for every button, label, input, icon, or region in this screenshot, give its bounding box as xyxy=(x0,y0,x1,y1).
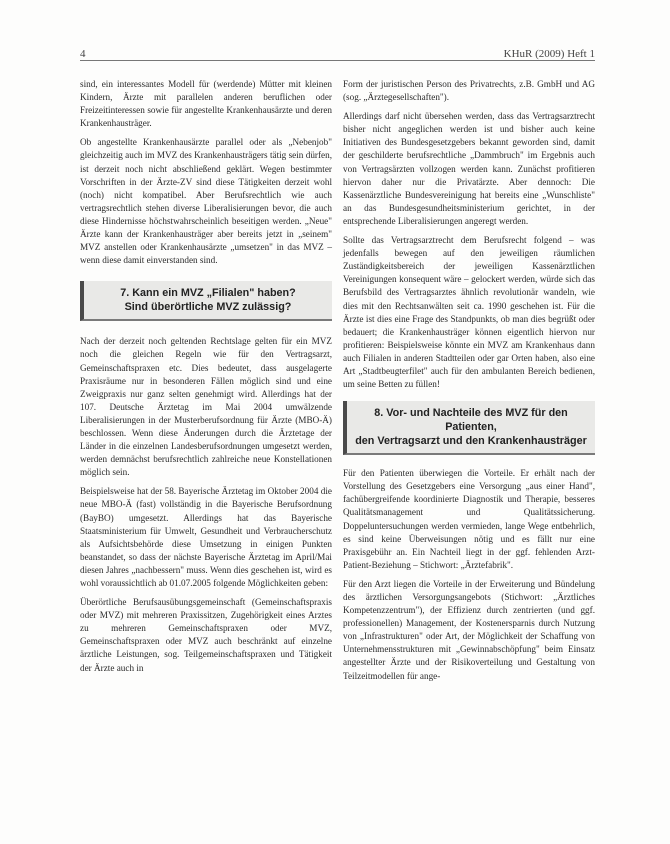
heading-line: 7. Kann ein MVZ „Filialen" haben? xyxy=(120,287,296,300)
page-number: 4 xyxy=(80,48,86,60)
heading-line: 8. Vor- und Nachteile des MVZ für den Patienten, xyxy=(374,407,568,434)
header-rule xyxy=(80,60,595,61)
page-header xyxy=(80,44,595,62)
left-column xyxy=(80,78,332,681)
right-column xyxy=(343,78,595,689)
paragraph: sind, ein interessantes Modell für (werdende) Mütter mit kleinen Kindern, Ärzte mit parallelen anderen beruflichen oder Freizeitinteressen sowie für angestellte Krankenhausärzte und deren Krankenhausträger. xyxy=(80,79,332,129)
paragraph: Ob angestellte Krankenhausärzte parallel oder als „Nebenjob" gleichzeitig auch im MVZ des Krankenhausträgers tätig sein dürfen, ist derzeit noch nicht abschließend geklärt. Wegen bestimmter Vorschriften in der Ärzte-ZV sind diese Tätigkeiten derzeit wohl (noch) nicht kompatibel. Aber Berufsrechtlich wie auch vertragsrechtlich stehen diverse Liberalisierungen bevor, die auch diese Hindernisse höchstwahrscheinlich beseitigen werden. „Neue" Ärzte kann der Krankenhausträger aber bereits jetzt in „seinem" MVZ anstellen oder Krankenhausärzte „umsetzen" in das MVZ – wenn diese damit einverstanden sind. xyxy=(80,137,332,266)
section-heading-7 xyxy=(80,281,332,321)
heading-line: den Vertragsarzt und den Krankenhausträger xyxy=(355,435,587,448)
journal-reference: KHuR (2009) Heft 1 xyxy=(503,48,595,60)
heading-line: Sind überörtliche MVZ zulässig? xyxy=(124,301,292,314)
paragraph: Für den Arzt liegen die Vorteile in der Erweiterung und Bündelung des ärztlichen Versorgungsangebots (Stichwort: „Ärztliches Kompetenzzentrum"), der Effizienz durch zentrierten (und ggf. professionellen) Management, der Kostenersparnis durch Nutzung von „Infrastrukturen" oder Art, der Möglichkeit der Schaffung von Unternehmensstrukturen mit „Gewinnabschöpfung" beim Einsatz angestellter Ärzte und der Risikoverteilung und Gestaltung von Teilzeitmodellen für ange- xyxy=(343,578,595,681)
paragraph: Form der juristischen Person des Privatrechts, z.B. GmbH und AG (sog. „Ärztegesellschaften"). xyxy=(343,79,595,103)
paragraph: Sollte das Vertragsarztrecht dem Berufsrecht folgend – was jedenfalls bewegen auf den jeweiligen räumlichen Zuständigkeitsbereich der jeweiligen Kassenärztlichen Vereinigungen konsequent wäre – gelockert werden, würde sich das Berufsbild des Vertragsarztes ähnlich revolutionär wandeln, wie dies mit den Rechtsanwälten seit ca. 1990 geschehen ist. Für die Ärzte ist dies eine Frage des Standpunkts, ob man dies begrüßt oder bedauert; die Krankenhausträger können eigentlich hiervon nur profitieren: Beispielsweise könnte ein MVZ am Krankenhaus dann auch Filialen in anderen Stadtteilen oder gar Orten haben, also eine Art „Stadtbeugterfilet" auch für den ambulanten Bereich bedienen, um seine Betten zu füllen! xyxy=(343,235,595,390)
paragraph: Beispielsweise hat der 58. Bayerische Ärztetag im Oktober 2004 die neue MBO-Ä (fast) vollständig in die Bayerische Berufsordnung (BayBO) umgesetzt. Allerdings hat das Bayerische Staatsministerium für Umwelt, Gesundheit und Verbraucherschutz als Aufsichtsbehörde diese Umsetzung in einigen Punkten beanstandet, so dass der nächste Bayerische Ärztetag im April/Mai diesen Jahres „nachbessern" muss. Wenn dies geschehen ist, wird es wohl voraussichtlich ab 01.07.2005 folgende Möglichkeiten geben: xyxy=(80,486,332,588)
section-heading-8 xyxy=(343,401,595,455)
paragraph: Allerdings darf nicht übersehen werden, dass das Vertragsarztrecht bisher nicht angeglichen werden ist und bisher auch keine Initiativen des Bundesgesetzgebers bekannt geworden sind, damit der geschilderte berufsrechtliche „Dammbruch" im Ergebnis auch von Vertragsärzten vollzogen werden kann. Zunächst profitieren hiervon daher nur die Privatärzte. Aber dennoch: Die Kassenärztliche Bundesvereinigung hat bereits eine „Wunschliste" an das Bundesgesundheitsministerium gerichtet, in der entsprechende Liberalisierungen angeregt werden. xyxy=(343,111,595,226)
paragraph: Überörtliche Berufsausübungsgemeinschaft (Gemeinschaftspraxis oder MVZ) mit mehreren Praxissitzen, Zugehörigkeit eines Arztes zu mehreren Gemeinschaftspraxen oder MVZ, Gemeinschaftspraxen oder MVZ auch beschränkt auf einzelne ärztliche Leistungen, sog. Teilgemeinschaftspraxen und Tätigkeit der Ärzte auch in xyxy=(80,597,332,673)
paragraph: Für den Patienten überwiegen die Vorteile. Er erhält nach der Vorstellung des Gesetzgebers eine Versorgung „aus einer Hand", fachübergreifende koordinierte Diagnostik und Therapie, besseres Qualitätsmanagement und Qualitätssicherung. Doppeluntersuchungen werden vermieden, lange Wege entbehrlich, es sind keine Überweisungen nötig und es fällt nur eine Praxisgebühr an. Ein Nachteil liegt in der ggf. fehlenden Arzt-Patient-Beziehung – Stichwort: „Ärztefabrik". xyxy=(343,468,595,570)
paragraph: Nach der derzeit noch geltenden Rechtslage gelten für ein MVZ noch die gleichen Regeln wie für den Vertragsarzt, Gemeinschaftspraxen etc. Dies bedeutet, dass ausgelagerte Praxisräume nur in besonderen Fällen möglich sind und eine Zweigpraxis nur ganz selten genehmigt wird. Allerdings hat der 107. Deutsche Ärztetag im Mai 2004 umwälzende Liberalisierungen in der Musterberufsordnung für Ärzte (MBO-Ä) beschlossen. Wenn diese Änderungen durch die Ärztetage der Länder in die einzelnen Landesberufsordnungen umgesetzt werden, werden demnächst berufsrechtlich zahlreiche neue Konstellationen möglich sein. xyxy=(80,336,332,478)
